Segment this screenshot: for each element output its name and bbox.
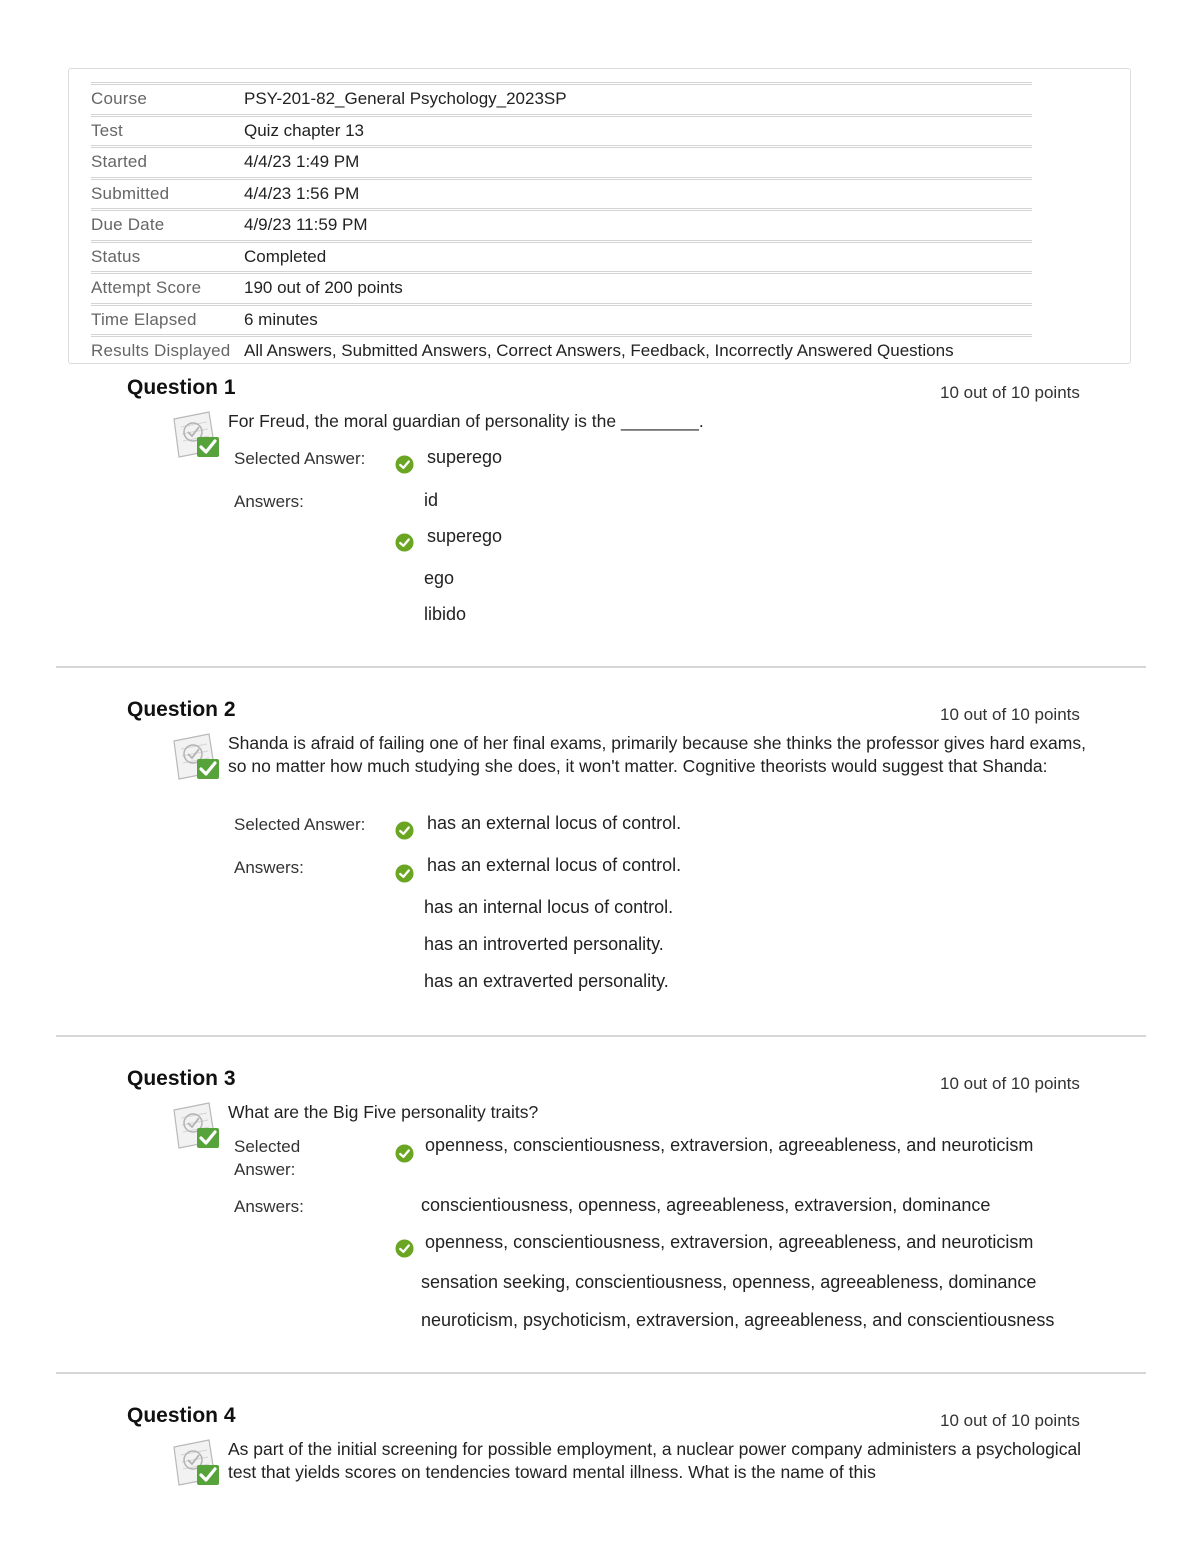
- answer-option: neuroticism, psychoticism, extraversion, agreeableness, and conscientiousness: [421, 1310, 1055, 1330]
- correct-document-icon: [171, 1101, 221, 1151]
- question-points: 10 out of 10 points: [940, 383, 1080, 402]
- summary-value: 6 minutes: [244, 304, 1032, 336]
- summary-label: Due Date: [91, 210, 244, 242]
- attempt-summary: [68, 68, 1131, 364]
- summary-table: [91, 82, 1032, 366]
- summary-row-attempt-score: [91, 273, 1032, 305]
- summary-label: Status: [91, 241, 244, 273]
- question-text: As part of the initial screening for possible employment, a nuclear power company administers a psychological test that yields scores on tendencies toward mental illness. What is the name of this: [228, 1439, 1082, 1482]
- answer-option: ego: [424, 568, 455, 588]
- selected-answer-label: Answer:: [234, 1160, 296, 1179]
- question-text: For Freud, the moral guardian of personality is the ________.: [228, 411, 704, 431]
- answer-option: openness, conscientiousness, extraversion, agreeableness, and neuroticism: [425, 1232, 1034, 1252]
- question-divider: [56, 666, 1146, 668]
- summary-label: Test: [91, 115, 244, 147]
- summary-row-status: [91, 241, 1032, 273]
- question-points: 10 out of 10 points: [940, 1411, 1080, 1430]
- summary-value: 4/9/23 11:59 PM: [244, 210, 1032, 242]
- answer-option: has an introverted personality.: [424, 934, 664, 954]
- summary-row-started: [91, 147, 1032, 179]
- question-title: Question 4: [127, 1404, 236, 1427]
- selected-answer-label: Selected: [234, 1137, 301, 1156]
- correct-check-icon: [395, 455, 414, 474]
- answer-option: libido: [424, 604, 467, 624]
- summary-label: Submitted: [91, 178, 244, 210]
- selected-answer-text: has an external locus of control.: [427, 813, 682, 833]
- summary-value: 190 out of 200 points: [244, 273, 1032, 305]
- summary-label: Time Elapsed: [91, 304, 244, 336]
- answer-option: conscientiousness, openness, agreeableness, extraversion, dominance: [421, 1195, 991, 1215]
- selected-answer-label: Selected Answer:: [234, 449, 366, 468]
- answer-option: id: [424, 490, 439, 510]
- selected-answer-text: superego: [427, 447, 503, 467]
- question-title: Question 3: [127, 1067, 236, 1090]
- summary-value: 4/4/23 1:56 PM: [244, 178, 1032, 210]
- summary-row-due-date: [91, 210, 1032, 242]
- selected-answer-label: Selected Answer:: [234, 815, 366, 834]
- summary-row-time-elapsed: [91, 304, 1032, 336]
- correct-check-icon: [395, 864, 414, 883]
- correct-check-icon: [395, 1239, 414, 1258]
- question-text: Shanda is afraid of failing one of her final exams, primarily because she thinks the professor gives hard exams, so no matter how much studying she does, it won't matter. Cognitive theorists would suggest that Shanda:: [228, 733, 1086, 776]
- summary-value: Quiz chapter 13: [244, 115, 1032, 147]
- summary-row-submitted: [91, 178, 1032, 210]
- answers-label: Answers:: [234, 1197, 304, 1216]
- correct-document-icon: [171, 410, 221, 460]
- correct-check-icon: [395, 821, 414, 840]
- answer-option: sensation seeking, conscientiousness, openness, agreeableness, dominance: [421, 1272, 1037, 1292]
- answer-option: has an extraverted personality.: [424, 971, 669, 991]
- question-points: 10 out of 10 points: [940, 1074, 1080, 1093]
- summary-row-test: [91, 115, 1032, 147]
- summary-label: Results Displayed: [91, 336, 244, 366]
- summary-value: Completed: [244, 241, 1032, 273]
- correct-check-icon: [395, 1144, 414, 1163]
- correct-document-icon: [171, 732, 221, 782]
- question-title: Question 2: [127, 698, 236, 721]
- question-divider: [56, 1035, 1146, 1037]
- answer-option: has an internal locus of control.: [424, 897, 674, 917]
- summary-row-course: [91, 84, 1032, 116]
- question-title: Question 1: [127, 376, 236, 399]
- summary-row-results-displayed: [91, 336, 1032, 366]
- summary-value: All Answers, Submitted Answers, Correct Answers, Feedback, Incorrectly Answered Questions: [244, 336, 1032, 366]
- answer-option: has an external locus of control.: [427, 855, 682, 875]
- answers-label: Answers:: [234, 858, 304, 877]
- correct-document-icon: [171, 1438, 221, 1488]
- answers-label: Answers:: [234, 492, 304, 511]
- question-points: 10 out of 10 points: [940, 705, 1080, 724]
- question-divider: [56, 1372, 1146, 1374]
- selected-answer-text: openness, conscientiousness, extraversion, agreeableness, and neuroticism: [425, 1135, 1034, 1155]
- summary-label: Attempt Score: [91, 273, 244, 305]
- answer-option: superego: [427, 526, 503, 546]
- correct-check-icon: [395, 533, 414, 552]
- summary-label: Started: [91, 147, 244, 179]
- question-text: What are the Big Five personality traits?: [228, 1102, 539, 1122]
- summary-label: Course: [91, 84, 244, 116]
- summary-value: PSY-201-82_General Psychology_2023SP: [244, 84, 1032, 116]
- summary-value: 4/4/23 1:49 PM: [244, 147, 1032, 179]
